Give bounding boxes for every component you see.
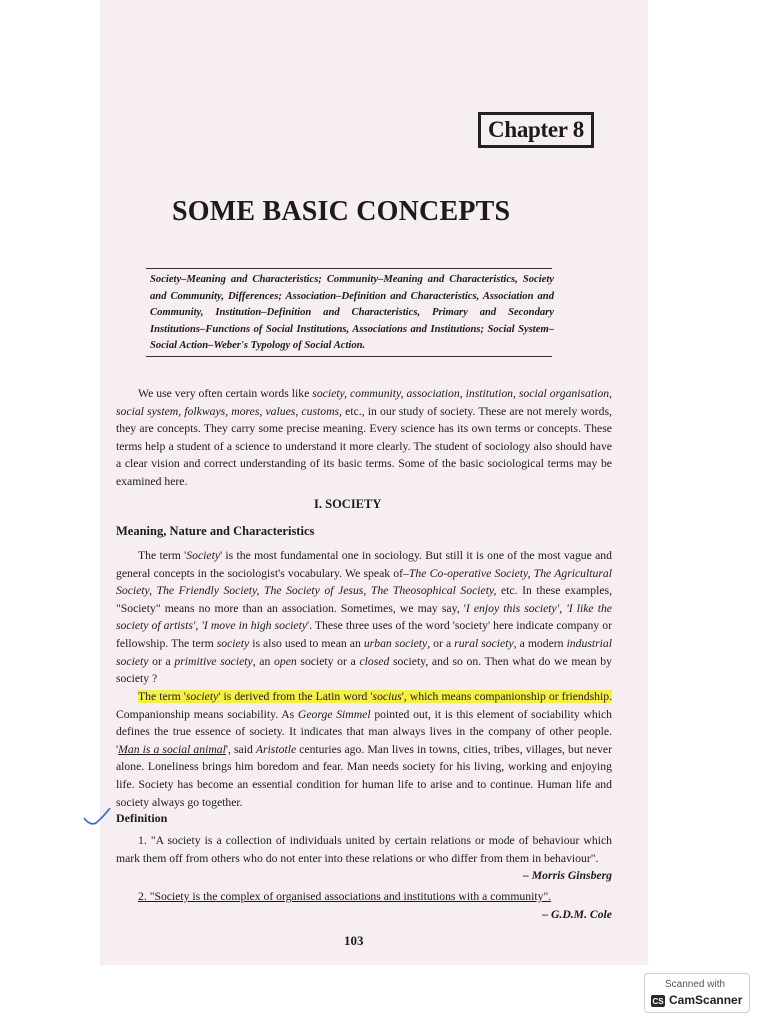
camscanner-logo-icon: CS xyxy=(652,996,664,1006)
summary-bottom-rule xyxy=(146,356,552,357)
section-heading: I. SOCIETY xyxy=(314,497,382,511)
society-meaning-paragraph: The term 'Society' is the most fundamental one in sociology. But still it is one of the most vague and general concepts in the sociologist's vocabulary. We speak of–The Co-operative Society, The Agricultural Society, The Friendly Society, The Society of Jesus, The Theosophical Society, etc. In these examples, "Society" means no more than an association. Sometimes, we may say, 'I enjoy this society', 'I like the society of artists', 'I move in high society'. These three uses of the word 'society' here indicate company or fellowship. The term society is also used to mean an urban society, or a rural society, a modern industrial society or a primitive society, an open society or a closed society, and so on. Then what do we mean by society ? xyxy=(116,549,613,686)
page-number: 103 xyxy=(344,933,364,948)
definition-item: 2. "Society is the complex of organised associations and institutions with a community". – G.D.M. Cole xyxy=(138,890,612,921)
definition-item: 1. "A society is a collection of individuals united by certain relations or mode of behaviour which mark them off from others who do not enter into these relations or who differ from them in behaviour". – Morris Ginsberg xyxy=(116,834,612,883)
page-title: SOME BASIC CONCEPTS xyxy=(172,196,511,227)
camscanner-watermark: Scanned with CS CamScanner xyxy=(644,973,750,1013)
highlighted-definition: The term 'society' is derived from the Latin word 'socius', which means companionship or friendship. xyxy=(138,690,612,703)
chapter-summary: Society–Meaning and Characteristics; Community–Meaning and Characteristics, Society and Community, Differences; Association–Definition and Characteristics, Association and Community, Institution–Definition and Characteristics, Primary and Secondary Institutions–Functions of Social Institutions, Associations and Institutions; Social System–Social Action–Weber's Typology of Social Action. xyxy=(150,274,554,351)
summary-top-rule xyxy=(146,268,552,269)
society-origin-paragraph: The term 'society' is derived from the Latin word 'socius', which means companionship or friendship. Companionship means sociability. As George Simmel pointed out, it is this element of sociability which defines the true essence of society. It indicates that man always lives in the company of other people. 'Man is a social animal', said Aristotle centuries ago. Man lives in towns, cities, tribes, villages, but never alone. Loneliness brings him boredom and fear. Man needs society for his living, working and enjoying life. Society has become an essential condition for human life to arise and to continue. Human life and society always go together. xyxy=(116,690,613,809)
definition-heading: Definition xyxy=(116,811,168,825)
chapter-label: Chapter 8 xyxy=(478,112,594,148)
pen-checkmark xyxy=(82,806,112,828)
sub-heading: Meaning, Nature and Characteristics xyxy=(116,524,315,538)
intro-paragraph: We use very often certain words like society, community, association, institution, social organisation, social system, folkways, mores, values, customs, etc., in our study of society. These are not merely words, they are concepts. They carry some precise meaning. Every science has its own terms or concepts. These terms help a student of a science to understand it more clearly. The student of sociology also should have a clear vision and correct understanding of its basic terms. Some of the basic sociological terms may be examined here. xyxy=(116,387,612,488)
